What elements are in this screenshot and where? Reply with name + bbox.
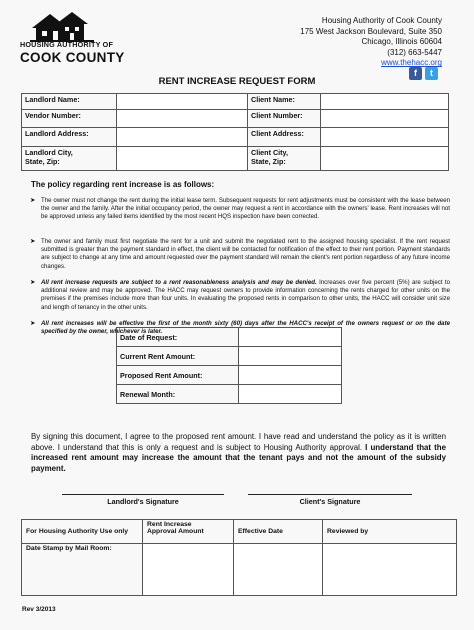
landlord-signature-line[interactable] (62, 494, 224, 495)
renewal-month-field[interactable] (239, 385, 342, 404)
current-rent-label: Current Rent Amount: (117, 347, 239, 366)
client-signature-line[interactable] (248, 494, 412, 495)
client-number-field[interactable] (321, 110, 449, 128)
arrow-bullet-icon: ➤ (30, 197, 36, 204)
client-address-field[interactable] (321, 128, 449, 147)
date-of-request-label: Date of Request: (117, 328, 239, 347)
policy-item-bold: All rent increases will be effective the first of the month sixty (60) days after the HACC's receipt of the owners request or on the date specified by the owner, whichever is later. (41, 320, 450, 336)
client-address-label: Client Address: (248, 128, 321, 147)
arrow-bullet-icon: ➤ (30, 279, 36, 286)
reviewed-by-field[interactable] (323, 544, 457, 596)
landlord-city-field[interactable] (117, 147, 248, 171)
proposed-rent-label: Proposed Rent Amount: (117, 366, 239, 385)
policy-item-text: The owner must not change the rent during the initial lease term. Subsequent requests for rent adjustments must be consistent with the lease between the owner and the family. After the initial occupancy period, the owner may request a rent in accordance with the owners' lease. Rent increases will not be approved unless any failed items identified by the most recent HQS inspection have been corrected. (41, 197, 450, 221)
phone-number: (312) 663-5447 (387, 47, 442, 57)
party-info-table (21, 93, 449, 171)
client-city-field[interactable] (321, 147, 449, 171)
client-signature-label: Client's Signature (299, 497, 361, 506)
policy-item-bold: All rent increase requests are subject to a rent reasonableness analysis and may be denied. (41, 279, 317, 286)
twitter-icon[interactable]: t (425, 67, 438, 80)
effective-date-label: Effective Date (234, 520, 323, 544)
date-stamp-label: Date Stamp by Mail Room: (22, 544, 143, 596)
form-title: RENT INCREASE REQUEST FORM (158, 76, 316, 87)
client-city-label: Client City, State, Zip: (248, 147, 321, 171)
landlord-name-field[interactable] (117, 94, 248, 110)
statement-text: By signing this document, I agree to the proposed rent amount. I have read and understand the policy as it is written above. I understand that this is only a request and is subject to Housing Authority approval. (31, 432, 446, 452)
revision-label: Rev 3/2013 (22, 606, 56, 613)
landlord-signature-label: Landlord's Signature (107, 497, 179, 506)
landlord-address-field[interactable] (117, 128, 248, 147)
arrow-bullet-icon: ➤ (30, 238, 36, 245)
landlord-city-label: Landlord City, State, Zip: (22, 147, 117, 171)
arrow-bullet-icon: ➤ (30, 320, 36, 327)
client-name-field[interactable] (321, 94, 449, 110)
proposed-rent-field[interactable] (239, 366, 342, 385)
approval-amount-field[interactable] (143, 544, 234, 596)
agency-address (300, 16, 442, 69)
signature-statement (31, 432, 446, 474)
landlord-address-label: Landlord Address: (22, 128, 117, 147)
policy-item (30, 197, 450, 222)
facebook-icon[interactable]: f (409, 67, 422, 80)
vendor-number-field[interactable] (117, 110, 248, 128)
client-number-label: Client Number: (248, 110, 321, 128)
policy-item (30, 238, 450, 271)
current-rent-field[interactable] (239, 347, 342, 366)
address-line: Housing Authority of Cook County (321, 16, 442, 25)
statement-bold-text: I understand that the increased rent amount may increase the amount that the tenant pays and not the amount of the subsidy payment. (31, 442, 446, 473)
policy-heading: The policy regarding rent increase is as follows: (31, 180, 215, 189)
house-logo-icon (30, 10, 96, 42)
vendor-number-label: Vendor Number: (22, 110, 117, 128)
address-line: Chicago, Illinois 60604 (361, 37, 442, 47)
client-name-label: Client Name: (248, 94, 321, 110)
reviewed-by-label: Reviewed by (323, 520, 457, 544)
social-links (409, 63, 441, 77)
landlord-name-label: Landlord Name: (22, 94, 117, 110)
hacc-logo (20, 10, 140, 72)
rent-dates-table (116, 327, 342, 404)
office-use-table (21, 519, 457, 596)
policy-item-text: Increases over five percent (5%) are subject to additional review and may be approved. The HACC may request owners to provide information concerning the rents charged for other units on the premises if the premises include more than four units. In evaluating the proposed rents in comparison to other units, the HACC will consider unit size and length of tenancy in the other units. (41, 279, 450, 311)
policy-item (30, 279, 450, 312)
approval-amount-label: Rent Increase Approval Amount (143, 520, 234, 544)
renewal-month-label: Renewal Month: (117, 385, 239, 404)
effective-date-field[interactable] (234, 544, 323, 596)
office-use-label: For Housing Authority Use only (22, 520, 143, 544)
address-line: 175 West Jackson Boulevard, Suite 350 (300, 26, 442, 36)
date-of-request-field[interactable] (239, 328, 342, 347)
policy-item-text: The owner and family must first negotiate the rent for a unit and submit the negotiated rent to the assigned housing specialist. If the rent request submitted is greater than the payment standard in effect, the client will be contacted for notification of the effect to their rent portion. Payment standards are subject to change at any time and amount requested over the payment standard will remain the client's rent portion regardless of any future income changes. (41, 238, 450, 270)
logo-line1: HOUSING AUTHORITY OF (20, 40, 114, 49)
website-link[interactable]: www.thehacc.org (381, 58, 442, 68)
logo-line2: COOK COUNTY (20, 50, 125, 65)
